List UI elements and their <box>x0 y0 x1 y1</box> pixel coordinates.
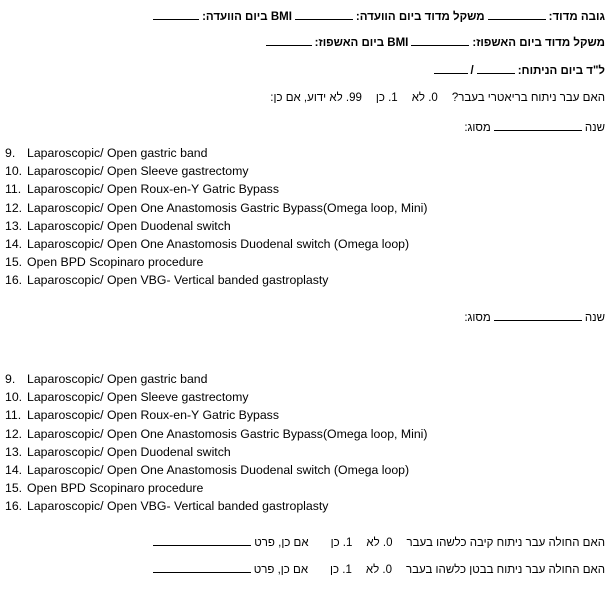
label-type-2: מסוג: <box>464 312 491 324</box>
label-weight-admission: משקל מדוד ביום האשפוז: <box>472 37 605 49</box>
detail-label: אם כן, פרט <box>253 564 309 576</box>
question-text: האם החולה עבר ניתוח קיבה כלשהו בעבר <box>406 537 605 549</box>
list-item-label: Laparoscopic/ Open Sleeve gastrectomy <box>27 390 249 405</box>
label-year-2: שנה <box>584 312 605 324</box>
label-bmi-admission: BMI ביום האשפוז: <box>314 37 409 49</box>
input-weight-admission-blank[interactable] <box>411 34 469 46</box>
procedure-list-2 <box>5 370 428 516</box>
input-year-2-blank[interactable] <box>494 309 582 321</box>
list-item-label: Laparoscopic/ Open VBG- Vertical banded gastroplasty <box>27 499 329 514</box>
list-item[interactable] <box>5 253 428 271</box>
detail-label: אם כן, פרט <box>254 537 309 549</box>
list-item[interactable] <box>5 425 428 443</box>
input-weight-committee-blank[interactable] <box>295 8 353 20</box>
list-item[interactable] <box>5 162 428 180</box>
option-yes[interactable]: 1. כן <box>330 537 353 549</box>
list-item-label: Laparoscopic/ Open One Anastomosis Duodenal switch (Omega loop) <box>27 462 410 477</box>
option-no[interactable]: 0. לא <box>366 537 393 549</box>
list-item-label: Laparoscopic/ Open Roux-en-Y Gatric Bypass <box>27 182 279 197</box>
list-item-label: Open BPD Scopinaro procedure <box>27 481 204 496</box>
question-previous-stomach-surgery <box>150 534 605 550</box>
list-item[interactable] <box>5 388 428 406</box>
list-item[interactable] <box>5 144 428 162</box>
option-no[interactable]: 0. לא <box>411 92 438 104</box>
list-item-number: 11. <box>5 182 22 197</box>
list-item-label: Laparoscopic/ Open Sleeve gastrectomy <box>27 164 249 179</box>
option-yes[interactable]: 1. כן <box>375 92 398 104</box>
question-text: האם החולה עבר ניתוח בבטן כלשהו בעבר <box>406 564 605 576</box>
list-item[interactable] <box>5 461 428 479</box>
input-bmi-admission-blank[interactable] <box>266 34 312 46</box>
list-item[interactable] <box>5 235 428 253</box>
list-item-number: 10. <box>5 164 23 179</box>
list-item-label: Laparoscopic/ Open Roux-en-Y Gatric Bypass <box>27 408 279 423</box>
section1-year-type-row <box>464 119 605 135</box>
list-item[interactable] <box>5 199 428 217</box>
label-surgery-date: ל"ד ביום הניתוח: <box>517 65 605 77</box>
list-item[interactable] <box>5 443 428 461</box>
list-item-label: Laparoscopic/ Open One Anastomosis Gastric Bypass(Omega loop, Mini) <box>27 426 428 441</box>
list-item[interactable] <box>5 180 428 198</box>
list-item-label: Laparoscopic/ Open VBG- Vertical banded gastroplasty <box>27 273 329 288</box>
header-line-height-weight-bmi <box>150 8 605 24</box>
list-item-label: Open BPD Scopinaro procedure <box>27 255 204 270</box>
label-type-1: מסוג: <box>464 122 491 134</box>
list-item-label: Laparoscopic/ Open gastric band <box>27 372 208 386</box>
list-item-number: 12. <box>5 200 23 215</box>
header-line-surgery-date <box>431 62 605 78</box>
input-year-1-blank[interactable] <box>494 119 582 131</box>
question-text: האם עבר ניתוח בריאטרי בעבר? <box>451 92 605 104</box>
section2-year-type-row <box>464 309 605 325</box>
list-item[interactable] <box>5 479 428 497</box>
input-date-part1-blank[interactable] <box>477 62 515 74</box>
option-yes[interactable]: 1. כן <box>330 564 352 576</box>
label-height: גובה מדוד: <box>548 11 605 23</box>
input-height-blank[interactable] <box>488 8 546 20</box>
list-item-number: 13. <box>5 218 23 233</box>
list-item-number: 14. <box>5 236 23 251</box>
input-bmi-committee-blank[interactable] <box>153 8 199 20</box>
list-item[interactable] <box>5 497 428 515</box>
list-item-number: 10. <box>5 390 23 405</box>
input-stomach-detail-blank[interactable] <box>153 534 251 546</box>
list-item-number: 16. <box>5 273 23 288</box>
list-item-number: 16. <box>5 499 23 514</box>
input-abdomen-detail-blank[interactable] <box>153 561 251 573</box>
question-previous-bariatric-surgery <box>270 91 605 105</box>
list-item-number: 9. <box>5 372 16 386</box>
input-date-part2-blank[interactable] <box>434 62 468 74</box>
list-item-number: 9. <box>5 146 16 160</box>
date-separator: / <box>470 65 474 77</box>
list-item[interactable] <box>5 406 428 424</box>
list-item[interactable] <box>5 370 428 388</box>
followup-text: , אם כן: <box>270 92 308 104</box>
list-item-number: 11. <box>5 408 22 423</box>
option-unknown[interactable]: 99. לא ידוע <box>307 92 362 104</box>
list-item[interactable] <box>5 217 428 235</box>
list-item-label: Laparoscopic/ Open One Anastomosis Gastric Bypass(Omega loop, Mini) <box>27 200 428 215</box>
list-item[interactable] <box>5 271 428 289</box>
list-item-label: Laparoscopic/ Open One Anastomosis Duodenal switch (Omega loop) <box>27 236 410 251</box>
list-item-number: 15. <box>5 255 23 270</box>
list-item-number: 12. <box>5 426 23 441</box>
label-year-1: שנה <box>584 122 605 134</box>
procedure-list-1 <box>5 144 428 290</box>
list-item-number: 15. <box>5 481 23 496</box>
list-item-number: 13. <box>5 444 23 459</box>
question-previous-abdominal-surgery <box>150 561 605 577</box>
list-item-number: 14. <box>5 462 23 477</box>
list-item-label: Laparoscopic/ Open Duodenal switch <box>27 218 231 233</box>
header-line-admission-weight-bmi <box>263 34 605 50</box>
list-item-label: Laparoscopic/ Open gastric band <box>27 146 208 160</box>
option-no[interactable]: 0. לא <box>365 564 392 576</box>
label-bmi-committee: BMI ביום הוועדה: <box>202 11 292 23</box>
list-item-label: Laparoscopic/ Open Duodenal switch <box>27 444 231 459</box>
label-weight-committee: משקל מדוד ביום הוועדה: <box>355 11 485 23</box>
